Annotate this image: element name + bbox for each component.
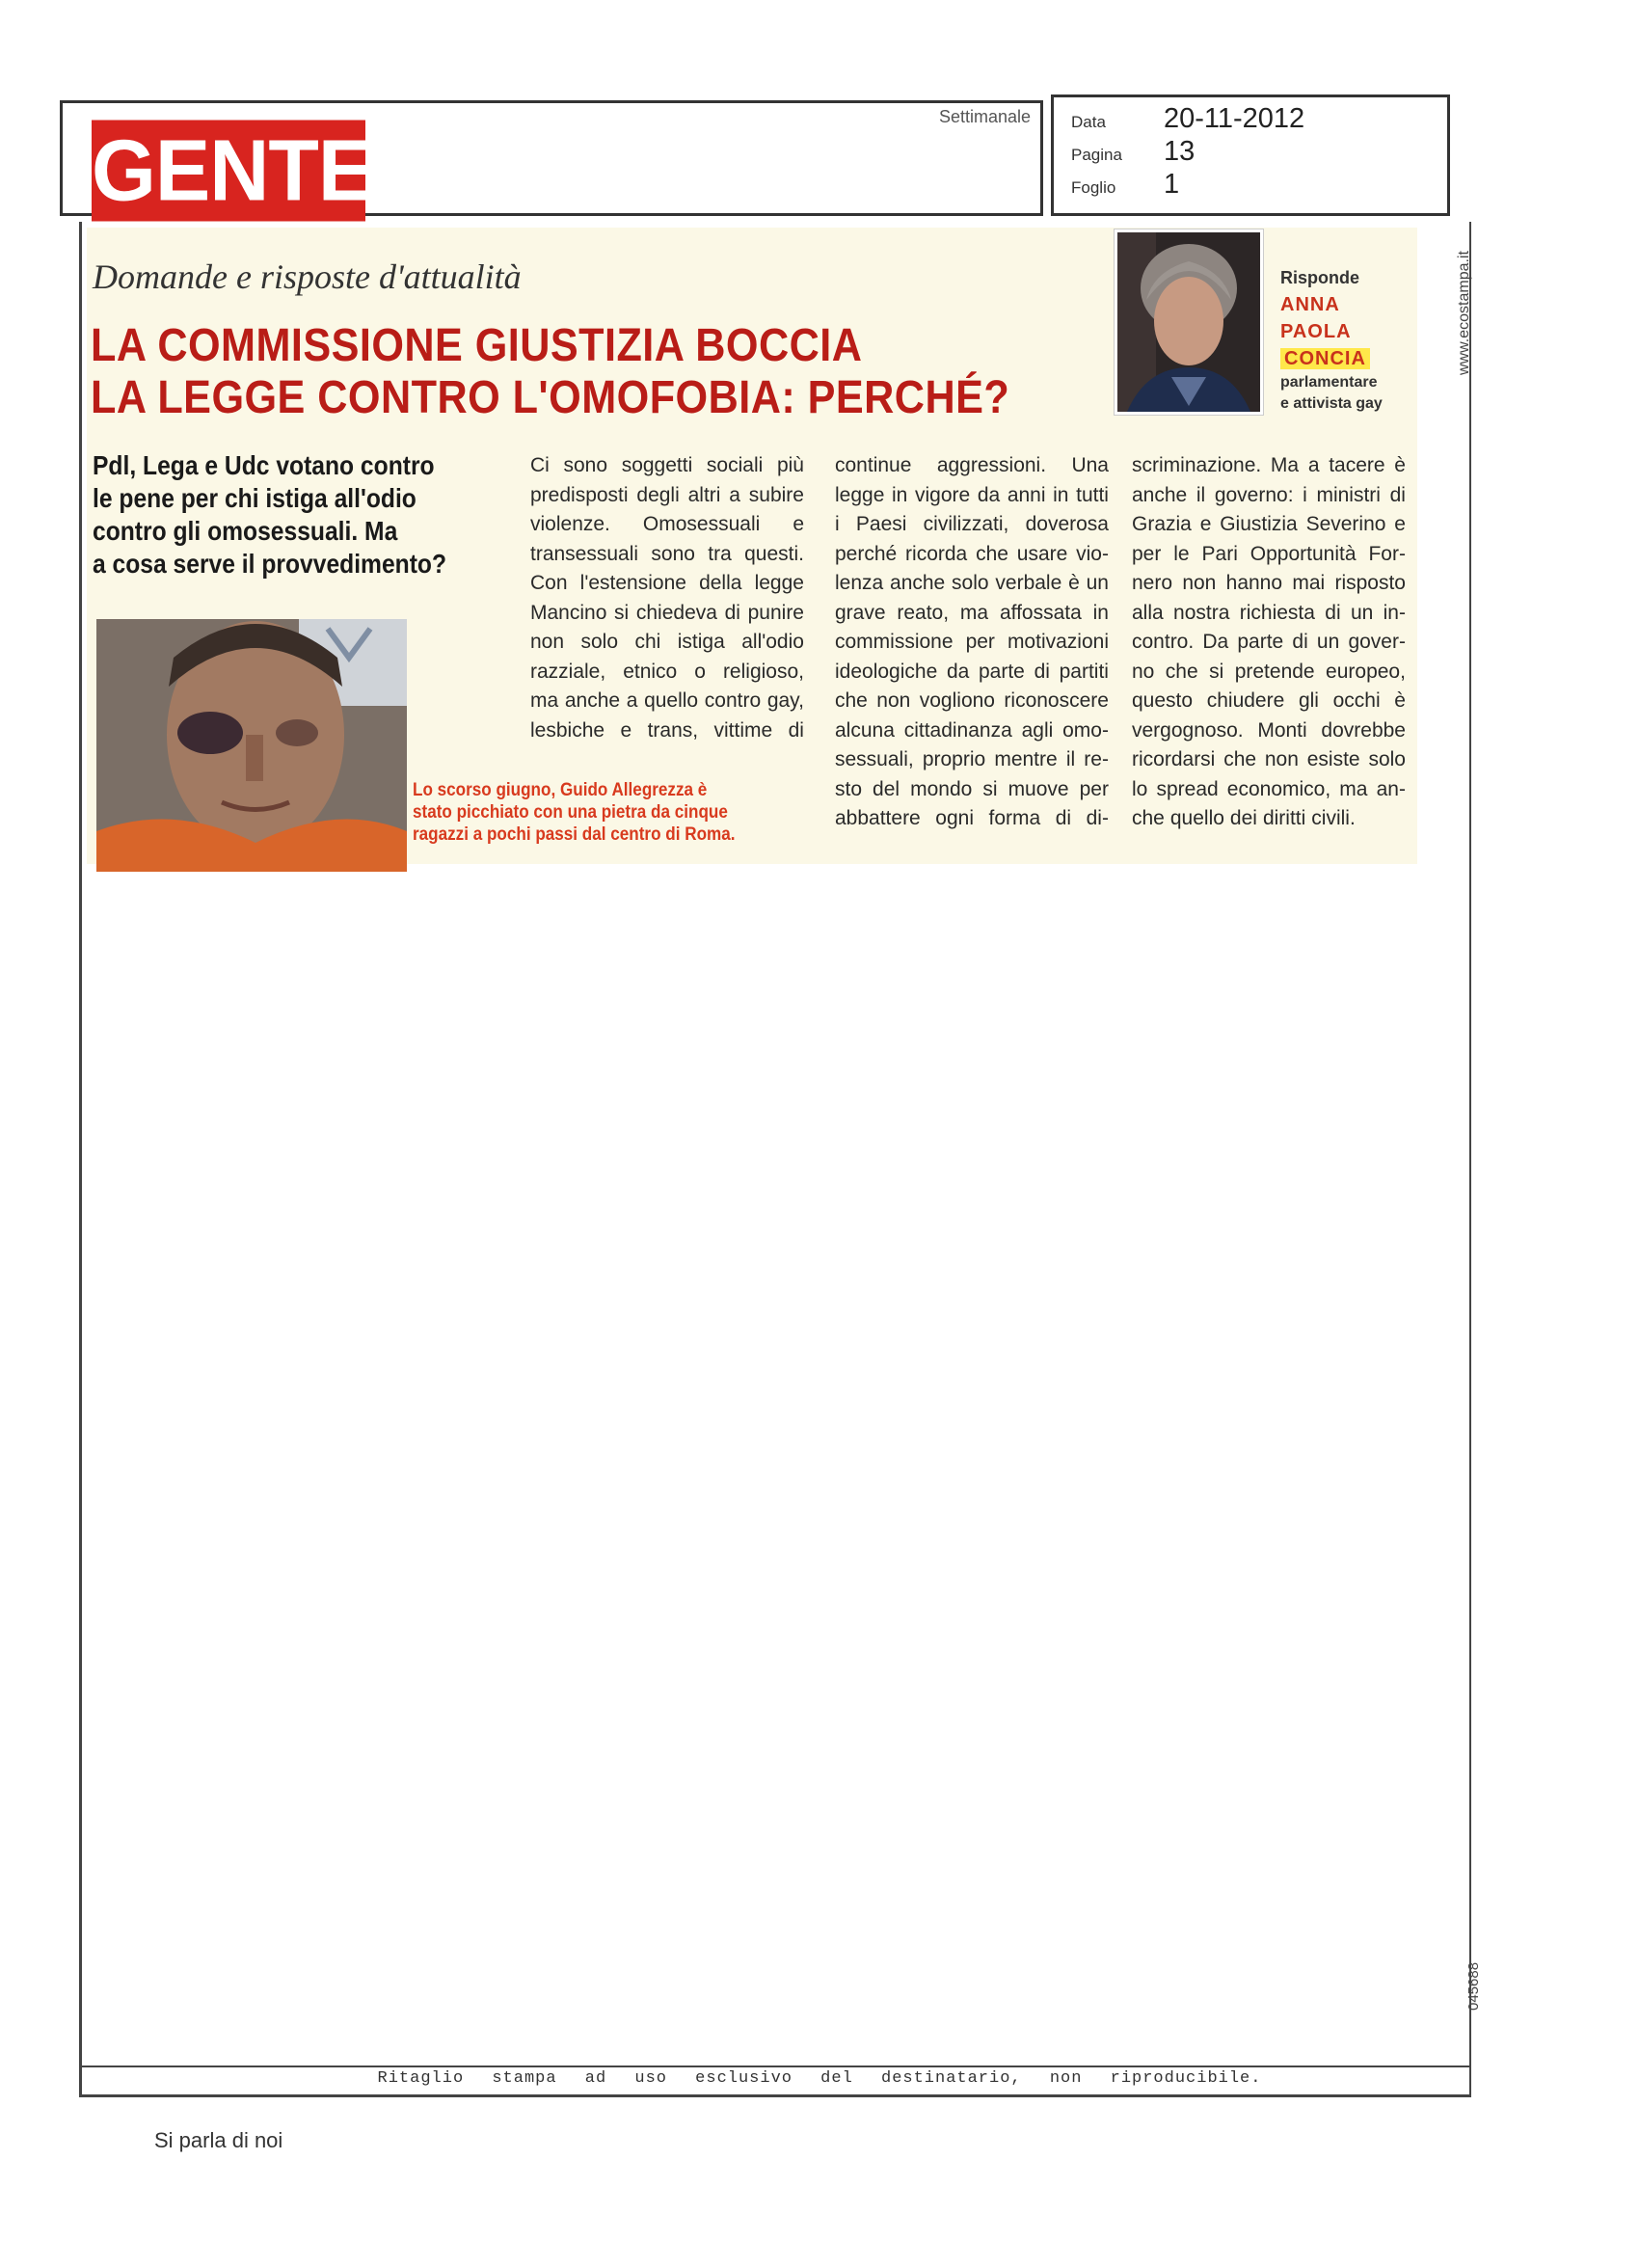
article-line: violenze. Omosessuali e bbox=[530, 513, 804, 535]
respondent-portrait bbox=[1115, 230, 1263, 415]
reproduction-notice: Ritaglio stampa ad uso esclusivo del destinatario, non riproducibile. bbox=[377, 2069, 1262, 2088]
article-line: alcuna cittadinanza agli omo- bbox=[835, 718, 1109, 742]
article-line: Grazia e Giustizia Severino e bbox=[1132, 513, 1406, 535]
article-line: vergognoso. Monti dovrebbe bbox=[1132, 718, 1406, 742]
article-column-1 bbox=[530, 451, 804, 745]
respondent-intro: Risponde bbox=[1280, 268, 1360, 287]
article-line: nero non hanno mai risposto bbox=[1132, 572, 1406, 594]
respondent-credit bbox=[1280, 264, 1383, 415]
article-line: abbattere ogni forma di di- bbox=[835, 807, 1109, 829]
publication-meta bbox=[1051, 94, 1450, 216]
article-clipping bbox=[87, 228, 1417, 864]
article-line: lo spread economico, ma an- bbox=[1132, 777, 1406, 800]
gente-logo: GENTE bbox=[92, 121, 365, 222]
respondent-last-name: CONCIA bbox=[1280, 348, 1370, 369]
article-line: transessuali sono tra questi. bbox=[530, 542, 804, 565]
respondent-role-1: parlamentare bbox=[1280, 374, 1378, 391]
article-deck: Pdl, Lega e Udc votano contro le pene per chi istiga all'odio contro gli omosessuali. Ma a cosa serve il provvedimento? bbox=[93, 450, 447, 579]
masthead-box bbox=[60, 100, 1043, 220]
article-line: questo chiudere gli occhi è bbox=[1132, 689, 1406, 712]
article-line: razziale, etnico o religioso, bbox=[530, 660, 804, 683]
section-kicker: Domande e risposte d'attualità bbox=[93, 257, 522, 296]
meta-sheet: Foglio 1 bbox=[1071, 169, 1180, 200]
article-line: Mancino si chiedeva di punire bbox=[530, 601, 804, 624]
article-line: ideologiche da parte di partiti bbox=[835, 660, 1109, 683]
article-line: anche il governo: i ministri di bbox=[1132, 483, 1406, 506]
article-line: legge in vigore da anni in tutti bbox=[835, 483, 1109, 506]
photo-caption: Lo scorso giugno, Guido Allegrezza è stato picchiato con una pietra da cinque ragazzi a pochi passi dal centro di Roma. bbox=[413, 780, 736, 845]
article-line: che quello dei diritti civili. bbox=[1132, 807, 1356, 829]
article-line: Ci sono soggetti sociali più bbox=[530, 454, 804, 476]
victim-photo bbox=[96, 619, 407, 872]
article-column-2 bbox=[835, 451, 1109, 834]
article-line: per le Pari Opportunità For- bbox=[1132, 542, 1406, 565]
article-line: lenza anche solo verbale è un bbox=[835, 572, 1109, 594]
article-line: grave reato, ma affossata in bbox=[835, 601, 1109, 624]
article-line: scriminazione. Ma a tacere è bbox=[1132, 454, 1406, 476]
footer-divider bbox=[79, 2066, 1471, 2067]
respondent-middle-name: PAOLA bbox=[1280, 321, 1352, 342]
article-line: sessuali, proprio mentre il re- bbox=[835, 748, 1109, 770]
article-line: lesbiche e trans, vittime di bbox=[530, 718, 804, 742]
article-line: alla nostra richiesta di un in- bbox=[1132, 601, 1406, 624]
meta-date: Data 20-11-2012 bbox=[1071, 103, 1305, 134]
article-line: ma anche a quello contro gay, bbox=[530, 689, 804, 712]
article-line: non solo chi istiga all'odio bbox=[530, 631, 804, 653]
article-line: Con l'estensione della legge bbox=[530, 572, 804, 594]
clipping-code: 045688 bbox=[1465, 1961, 1482, 2012]
meta-page: Pagina 13 bbox=[1071, 136, 1196, 167]
article-line: ricordarsi che non esiste solo bbox=[1132, 748, 1406, 770]
respondent-portrait-illustration bbox=[1117, 232, 1260, 412]
article-line: commissione per motivazioni bbox=[835, 631, 1109, 653]
respondent-role-2: e attivista gay bbox=[1280, 395, 1383, 412]
respondent-first-name: ANNA bbox=[1280, 294, 1340, 315]
periodicity-label: Settimanale bbox=[938, 107, 1031, 126]
article-line: perché ricorda che usare vio- bbox=[835, 542, 1109, 565]
article-line: continue aggressioni. Una bbox=[835, 454, 1109, 476]
ecostampa-site-label: www.ecostampa.it bbox=[1456, 251, 1472, 376]
article-line: predisposti degli altri a subire bbox=[530, 483, 804, 506]
article-column-3 bbox=[1132, 451, 1406, 834]
victim-photo-illustration bbox=[96, 619, 407, 872]
article-line: contro. Da parte di un gover- bbox=[1132, 631, 1406, 653]
article-line: i Paesi civilizzati, doverosa bbox=[835, 513, 1109, 535]
section-label: Si parla di noi bbox=[154, 2128, 283, 2152]
article-line: sto del mondo si muove per bbox=[835, 777, 1109, 800]
article-line: no che si pretende europeo, bbox=[1132, 660, 1406, 683]
article-headline: LA COMMISSIONE GIUSTIZIA BOCCIA LA LEGGE CONTRO L'OMOFOBIA: PERCHÉ? bbox=[91, 320, 1010, 423]
article-line: che non vogliono riconoscere bbox=[835, 689, 1109, 712]
